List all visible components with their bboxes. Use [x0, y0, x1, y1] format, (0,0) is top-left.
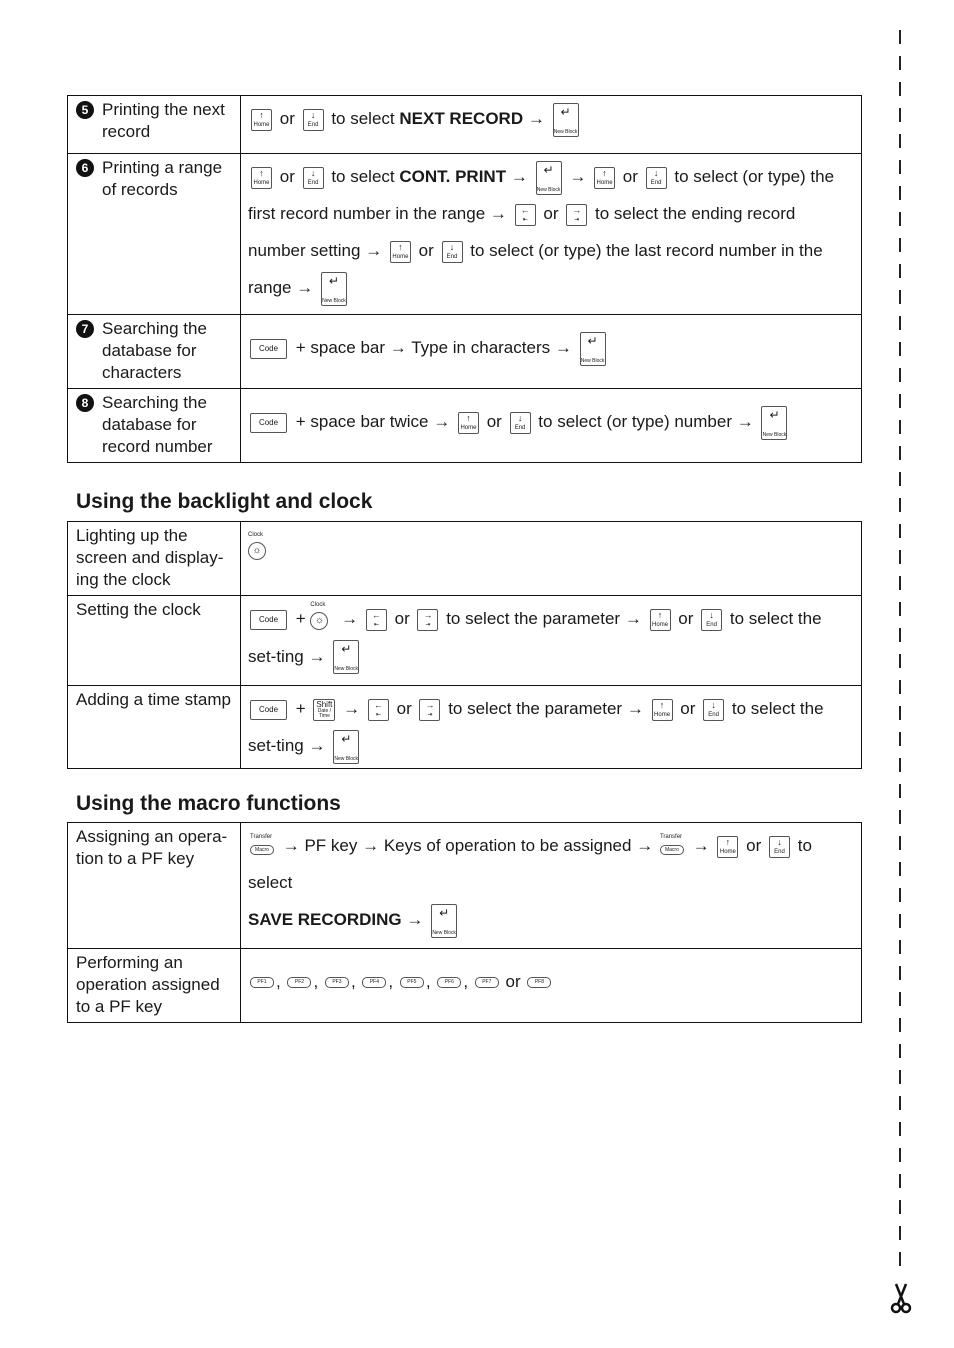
code-key-icon: Code: [250, 610, 287, 630]
pf1-key-icon: PF1: [250, 977, 274, 988]
table-row: 6 Printing a range of records ↑ Home or ↓ End to select CONT. PRINT → ↵ New Block → ↑ Home or ↓ End to select (or type) the first record number in the range → ← ⇤ or → ⇥ to select the ending record number setting → ↑ Home or ↓ End to select (or type) the last record number in the range → ↵ New Block: [68, 154, 862, 315]
table-row: 8 Searching the database for record number Code + space bar twice → ↑ Home or ↓ End to select (or type) number → ↵ New Block: [68, 389, 862, 463]
right-tab-key-icon: → ⇥: [417, 609, 438, 631]
home-key-icon: ↑ Home: [390, 241, 411, 263]
section-title-backlight: Using the backlight and clock: [76, 490, 373, 513]
left-tab-key-icon: ← ⇤: [368, 699, 389, 721]
new-block-key-icon: ↵ New Block: [580, 333, 605, 364]
home-key-icon: ↑ Home: [652, 699, 673, 721]
row-label: Searching the database for record number: [102, 393, 213, 456]
pf8-key-icon: PF8: [527, 977, 551, 988]
end-key-icon: ↓ End: [703, 699, 724, 721]
clock-light-key-icon: Clock ☼: [310, 602, 336, 638]
menu-option: SAVE RECORDING: [248, 910, 402, 929]
step-number: 8: [76, 394, 94, 412]
pf3-key-icon: PF3: [325, 977, 349, 988]
step-number: 5: [76, 101, 94, 119]
new-block-key-icon: ↵ New Block: [334, 642, 359, 673]
shift-date-time-key-icon: Shift Date / Time: [313, 699, 335, 721]
table-row: Setting the clock Code + Clock ☼ → ← ⇤ or → ⇥ to select the parameter → ↑ Home or ↓ End to select the set-ting → ↵ New Block: [68, 596, 862, 686]
left-tab-key-icon: ← ⇤: [515, 204, 536, 226]
pf5-key-icon: PF5: [400, 977, 424, 988]
pf4-key-icon: PF4: [362, 977, 386, 988]
table-row: Adding a time stamp Code + Shift Date / Time → ← ⇤ or → ⇥ to select the parameter → ↑ Home or ↓ End to select the set-ting → ↵ New Block: [68, 686, 862, 769]
clock-light-key-icon: Clock ☼: [248, 532, 274, 568]
home-key-icon: ↑ Home: [458, 412, 479, 434]
scissors-icon: [889, 1282, 913, 1314]
home-key-icon: ↑ Home: [717, 836, 738, 858]
row-label: Printing a range of records: [102, 158, 223, 199]
pf2-key-icon: PF2: [287, 977, 311, 988]
row-label: Setting the clock: [76, 600, 201, 619]
end-key-icon: ↓ End: [701, 609, 722, 631]
new-block-key-icon: ↵ New Block: [432, 905, 456, 936]
table-row: 7 Searching the database for characters Code + space bar → Type in characters → ↵ New Block: [68, 315, 862, 389]
table-row: [68, 522, 862, 596]
database-functions-table: [67, 95, 862, 463]
end-key-icon: ↓ End: [510, 412, 531, 434]
home-key-icon: ↑ Home: [650, 609, 671, 631]
new-block-key-icon: ↵ New Block: [553, 104, 578, 135]
new-block-key-icon: ↵ New Block: [762, 407, 787, 438]
step-number: 6: [76, 159, 94, 177]
home-key-icon: ↑ Home: [251, 167, 272, 189]
new-block-key-icon: ↵ New Block: [322, 273, 346, 304]
macro-key-icon: Transfer Macro: [659, 833, 683, 853]
table-row: Performing an operation assigned to a PF key PF1 , PF2 , PF3 , PF4 , PF5 , PF6 , PF7 or PF8: [68, 949, 862, 1023]
row-label: Printing the next record: [102, 100, 225, 141]
section-title-macro: Using the macro functions: [76, 792, 341, 815]
code-key-icon: Code: [250, 339, 287, 359]
row-label: Performing an operation assigned to a PF key: [76, 953, 220, 1016]
new-block-key-icon: ↵ New Block: [536, 162, 561, 193]
end-key-icon: ↓ End: [303, 109, 324, 131]
step-number: 7: [76, 320, 94, 338]
macro-key-icon: Transfer Macro: [250, 833, 273, 853]
row-label: Searching the database for characters: [102, 319, 207, 382]
row-label: Lighting up the screen and display-ing the clock: [76, 526, 224, 589]
home-key-icon: ↑ Home: [251, 109, 272, 131]
backlight-clock-table: [67, 521, 862, 769]
end-key-icon: ↓ End: [442, 241, 463, 263]
menu-option: NEXT RECORD: [399, 109, 524, 128]
end-key-icon: ↓ End: [769, 836, 790, 858]
row-label: Assigning an opera-tion to a PF key: [76, 827, 228, 868]
macro-functions-table: [67, 822, 862, 1023]
code-key-icon: Code: [250, 700, 287, 720]
new-block-key-icon: ↵ New Block: [334, 731, 359, 762]
home-key-icon: ↑ Home: [594, 167, 615, 189]
end-key-icon: ↓ End: [646, 167, 667, 189]
left-tab-key-icon: ← ⇤: [366, 609, 387, 631]
end-key-icon: ↓ End: [303, 167, 324, 189]
pf7-key-icon: PF7: [475, 977, 499, 988]
pf6-key-icon: PF6: [437, 977, 461, 988]
menu-option: CONT. PRINT: [399, 167, 507, 186]
table-row: 5 Printing the next record ↑ Home or ↓ End to select NEXT RECORD → ↵ New Block: [68, 96, 862, 154]
right-tab-key-icon: → ⇥: [419, 699, 440, 721]
row-label: Adding a time stamp: [76, 690, 231, 709]
cut-line: [899, 30, 901, 1275]
table-row: Assigning an opera-tion to a PF key Transfer Macro → PF key → Keys of operation to be assigned → Transfer Macro → ↑ Home or ↓ End to select SAVE RECORDING → ↵ New Block: [68, 823, 862, 949]
code-key-icon: Code: [250, 413, 287, 433]
right-tab-key-icon: → ⇥: [566, 204, 587, 226]
